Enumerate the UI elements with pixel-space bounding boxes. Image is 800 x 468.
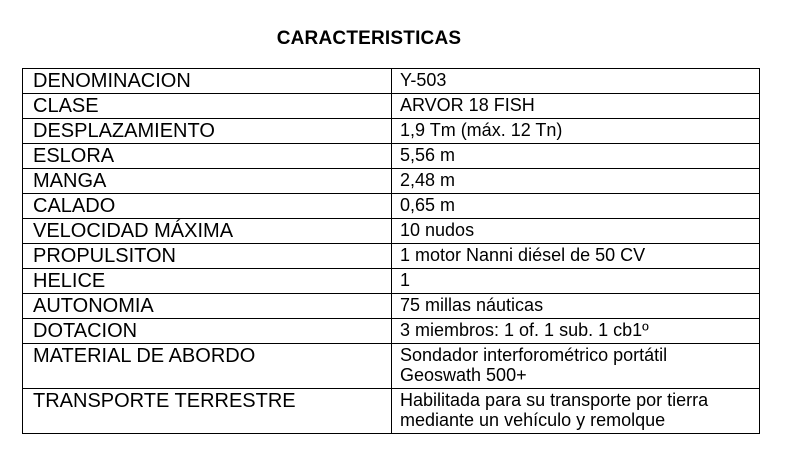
row-value: 2,48 m <box>392 169 760 194</box>
row-value: 10 nudos <box>392 219 760 244</box>
table-row <box>23 194 760 219</box>
table-row <box>23 144 760 169</box>
row-label: CLASE <box>23 94 392 119</box>
row-value: 1 motor Nanni diésel de 50 CV <box>392 244 760 269</box>
row-label: DESPLAZAMIENTO <box>23 119 392 144</box>
row-value <box>392 389 760 434</box>
specifications-table <box>22 68 760 434</box>
row-value-line: Sondador interforométrico portátil <box>400 345 668 365</box>
row-label: MANGA <box>23 169 392 194</box>
table-row <box>23 269 760 294</box>
row-label: MATERIAL DE ABORDO <box>23 344 392 389</box>
document-title: CARACTERISTICAS <box>276 28 462 49</box>
row-value: Y-503 <box>392 69 760 94</box>
row-label: CALADO <box>23 194 392 219</box>
row-value: 1 <box>392 269 760 294</box>
row-label: VELOCIDAD MÁXIMA <box>23 219 392 244</box>
row-value-line: mediante un vehículo y remolque <box>400 410 666 430</box>
table-row <box>23 319 760 344</box>
row-value: 3 miembros: 1 of. 1 sub. 1 cb1º <box>392 319 760 344</box>
row-value-line: Habilitada para su transporte por tierra <box>400 390 709 410</box>
row-value: 5,56 m <box>392 144 760 169</box>
row-value: 0,65 m <box>392 194 760 219</box>
table-row <box>23 69 760 94</box>
table-row <box>23 344 760 389</box>
table-row <box>23 244 760 269</box>
row-label: PROPULSITON <box>23 244 392 269</box>
row-label: DENOMINACION <box>23 69 392 94</box>
row-label: ESLORA <box>23 144 392 169</box>
row-label: DOTACION <box>23 319 392 344</box>
table-row <box>23 94 760 119</box>
table-row <box>23 389 760 434</box>
row-value: 1,9 Tm (máx. 12 Tn) <box>392 119 760 144</box>
row-label: AUTONOMIA <box>23 294 392 319</box>
row-value <box>392 344 760 389</box>
table-row <box>23 219 760 244</box>
row-value: ARVOR 18 FISH <box>392 94 760 119</box>
table-row <box>23 294 760 319</box>
row-label: TRANSPORTE TERRESTRE <box>23 389 392 434</box>
row-value-line: Geoswath 500+ <box>400 365 527 385</box>
table-row <box>23 119 760 144</box>
row-value: 75 millas náuticas <box>392 294 760 319</box>
table-row <box>23 169 760 194</box>
row-label: HELICE <box>23 269 392 294</box>
